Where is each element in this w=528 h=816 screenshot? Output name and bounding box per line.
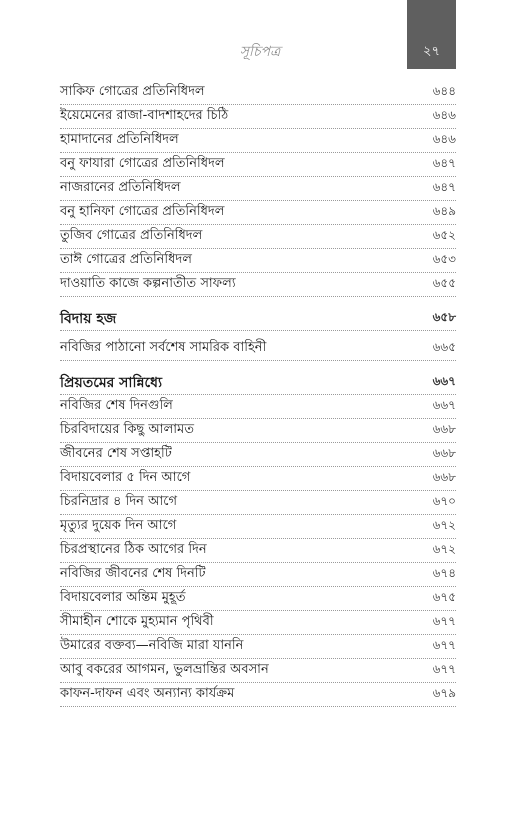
toc-entry[interactable] (60, 587, 456, 611)
toc-entry-title: হামাদানের প্রতিনিধিদল (60, 132, 179, 147)
toc-entry-page: ৬৬৮ (432, 421, 456, 436)
toc-entry-page: ৬৭২ (432, 517, 456, 532)
toc-entry[interactable] (60, 337, 456, 361)
toc-entry[interactable] (60, 129, 456, 153)
toc-entry-title: সাকিফ গোত্রের প্রতিনিধিদল (60, 84, 205, 99)
toc-entry-title: মৃত্যুর দুয়েক দিন আগে (60, 518, 177, 533)
toc-entry-title: আবু বকরের আগমন, ভুলভ্রান্তির অবসান (60, 662, 269, 677)
toc-entry-page: ৬৭৭ (432, 661, 456, 676)
toc-entry-page: ৬৫৫ (432, 275, 456, 290)
page-number: ২৭ (423, 44, 440, 59)
toc-entry-page: ৬৬৭ (432, 397, 456, 412)
toc-entry-title: তুজিব গোত্রের প্রতিনিধিদল (60, 228, 203, 243)
toc-entry-title: উমারের বক্তব্য—নবিজি মারা যাননি (60, 638, 244, 653)
toc-entry-title: বিদায়বেলার ৫ দিন আগে (60, 470, 191, 485)
toc-entry-page: ৬৭০ (432, 493, 456, 508)
toc-entry-title: কাফন-দাফন এবং অন্যান্য কার্যক্রম (60, 686, 235, 701)
toc-section-title: প্রিয়তমের সান্নিধ্যে (60, 374, 163, 391)
toc-section-heading[interactable] (60, 371, 456, 395)
toc-section-page: ৬৫৮ (432, 309, 456, 324)
toc-entry-title: বনু ফাযারা গোত্রের প্রতিনিধিদল (60, 156, 225, 171)
toc-section-page: ৬৬৭ (432, 373, 456, 388)
toc-entry-title: নবিজির পাঠানো সর্বশেষ সামরিক বাহিনী (60, 340, 267, 355)
toc-entry-page: ৬৭৭ (432, 637, 456, 652)
toc-entry-title: নবিজির শেষ দিনগুলি (60, 398, 173, 413)
toc-entry[interactable] (60, 395, 456, 419)
toc-entry[interactable] (60, 419, 456, 443)
toc-entry-page: ৬৪৪ (432, 83, 456, 98)
toc-entry[interactable] (60, 153, 456, 177)
toc-entry[interactable] (60, 225, 456, 249)
toc-entry-title: নবিজির জীবনের শেষ দিনটি (60, 566, 206, 581)
toc-entry[interactable] (60, 249, 456, 273)
toc-entry[interactable] (60, 105, 456, 129)
toc-group (60, 337, 456, 361)
toc-entry[interactable] (60, 539, 456, 563)
toc-entry-page: ৬৭৯ (432, 685, 456, 700)
toc-entry[interactable] (60, 611, 456, 635)
toc-entry[interactable] (60, 683, 456, 707)
toc-entry-page: ৬৫২ (432, 227, 456, 242)
toc-entry-page: ৬৪৯ (432, 203, 456, 218)
toc-entry-title: চিরপ্রস্থানের ঠিক আগের দিন (60, 542, 207, 557)
toc-entry-title: বিদায়বেলার অন্তিম মুহূর্ত (60, 590, 186, 605)
toc-entry-title: বনু হানিফা গোত্রের প্রতিনিধিদল (60, 204, 225, 219)
toc-entry[interactable] (60, 81, 456, 105)
toc-entry-page: ৬৬৫ (432, 339, 456, 354)
toc-entry-page: ৬৪৬ (432, 131, 456, 146)
toc-entry-title: নাজরানের প্রতিনিধিদল (60, 180, 181, 195)
toc-entry-page: ৬৪৬ (432, 107, 456, 122)
toc-entry[interactable] (60, 515, 456, 539)
toc-entry-title: সীমাহীন শোকে মুহ্যমান পৃথিবী (60, 614, 214, 629)
toc-entry[interactable] (60, 201, 456, 225)
toc-entry-page: ৬৬৮ (432, 445, 456, 460)
toc-entry[interactable] (60, 563, 456, 587)
page-header-title: সূচিপত্র (239, 44, 281, 60)
toc-entry-title: চিরনিদ্রার ৪ দিন আগে (60, 494, 177, 509)
toc-section-heading[interactable] (60, 307, 456, 331)
toc-entry[interactable] (60, 635, 456, 659)
toc-entry-title: জীবনের শেষ সপ্তাহটি (60, 446, 172, 461)
toc-entry-page: ৬৭৭ (432, 613, 456, 628)
page-number-tab (407, 0, 456, 69)
toc-entry-page: ৬৪৭ (432, 155, 456, 170)
toc-entry-page: ৬৬৮ (432, 469, 456, 484)
toc-entry[interactable] (60, 443, 456, 467)
toc-entry-page: ৬৭২ (432, 541, 456, 556)
toc-entry-page: ৬৪৭ (432, 179, 456, 194)
toc-entry-title: দাওয়াতি কাজে কল্পনাতীত সাফল্য (60, 276, 236, 291)
toc-group (60, 81, 456, 297)
toc-entry-title: চিরবিদায়ের কিছু আলামত (60, 422, 195, 437)
toc-entry-title: তাঈ গোত্রের প্রতিনিধিদল (60, 252, 192, 267)
toc-section-title: বিদায় হজ (60, 310, 117, 327)
toc-entry[interactable] (60, 467, 456, 491)
toc-entry-page: ৬৭৫ (432, 589, 456, 604)
toc-entry[interactable] (60, 273, 456, 297)
toc-entry-page: ৬৫৩ (432, 251, 456, 266)
toc-entry[interactable] (60, 659, 456, 683)
toc-group (60, 395, 456, 707)
toc-entry[interactable] (60, 177, 456, 201)
toc-entry-title: ইয়েমেনের রাজা-বাদশাহদের চিঠি (60, 108, 229, 123)
toc-entry-page: ৬৭৪ (432, 565, 456, 580)
toc-entry[interactable] (60, 491, 456, 515)
table-of-contents (60, 81, 456, 707)
